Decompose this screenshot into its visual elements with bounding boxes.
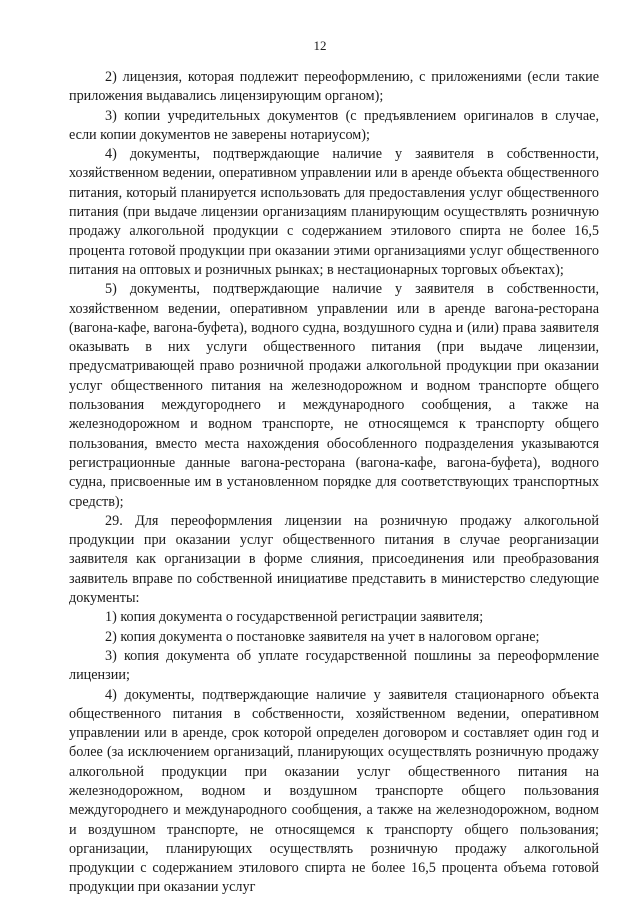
paragraph-item-4-catering-facility: 4) документы, подтверждающие наличие у заявителя в собственности, хозяйственном ведении, оперативном управлении или в аренде объекта общественного питания, который планируется использовать для предоставления услуг общественного питания (при выдаче лицензии организациям планирующим осуществлять розничную продажу алкогольной продукции с содержанием этилового спирта не более 16,5 процента готовой продукции при оказании этими организациями услуг общественного питания на оптовых и розничных рынках; в нестационарных торговых объектах); bbox=[69, 146, 599, 278]
paragraph-list-item-3: 3) копия документа об уплате государственной пошлины за переоформление лицензии; bbox=[69, 647, 599, 684]
paragraph-list-item-1: 1) копия документа о государственной регистрации заявителя; bbox=[105, 609, 484, 626]
page-number: 12 bbox=[313, 38, 327, 53]
paragraph-list-item-2: 2) копия документа о постановке заявителя на учет в налоговом органе; bbox=[105, 628, 540, 645]
paragraph-item-5-transport-vehicles: 5) документы, подтверждающие наличие у заявителя в собственности, хозяйственном ведении, оперативном управлении или в аренде вагона-ресторана (вагона-кафе, вагона-буфета), водного судна, воздушного судна и (или) права заявителя оказывать в них услуги общественного питания (при выдаче лицензии, предусматривающей право розничной продажи алкогольной продукции при оказании услуг общественного питания на железнодорожном и водном транспорте общего пользования междугороднего и международного сообщения, а также на железнодорожном и водном транспорте, не относящемся к транспорту общего пользования, вместо места нахождения обособленного подразделения указываются регистрационные данные вагона-ресторана (вагона-кафе, вагона-буфета), водного судна, присвоенные им в установленном порядке для соответствующих транспортных средств); bbox=[69, 281, 599, 510]
paragraph-section-29: 29. Для переоформления лицензии на розничную продажу алкогольной продукции при оказании услуг общественного питания в случае реорганизации заявителя как организации в форме слияния, присоединения или преобразования заявитель вправе по собственной инициативе представить в министерство следующие документы: bbox=[69, 512, 599, 607]
paragraph-list-item-4: 4) документы, подтверждающие наличие у заявителя стационарного объекта общественного питания в собственности, хозяйственном ведении, оперативном управлении или в аренде, срок которой определен договором и составляет один год и более (за исключением организаций, планирующих осуществлять розничную продажу алкогольной продукции при оказании услуг общественного питания на железнодорожном, водном и воздушном транспорте общего пользования междугороднего и международного сообщения, а также на железнодорожном, водном и воздушном транспорте, не относящемся к транспорту общего пользования; организации, планирующих осуществлять розничную продажу алкогольной продукции с содержанием этилового спирта не более 16,5 процента объема готовой продукции при оказании услуг bbox=[69, 686, 599, 896]
document-body bbox=[69, 68, 599, 898]
paragraph-item-3-founding-documents: 3) копии учредительных документов (с предъявлением оригиналов в случае, если копии документов не заверены нотариусом); bbox=[69, 107, 599, 143]
paragraph-item-2-license: 2) лицензия, которая подлежит переоформлению, с приложениями (если такие приложения выдавались лицензирующим органом); bbox=[69, 69, 599, 105]
